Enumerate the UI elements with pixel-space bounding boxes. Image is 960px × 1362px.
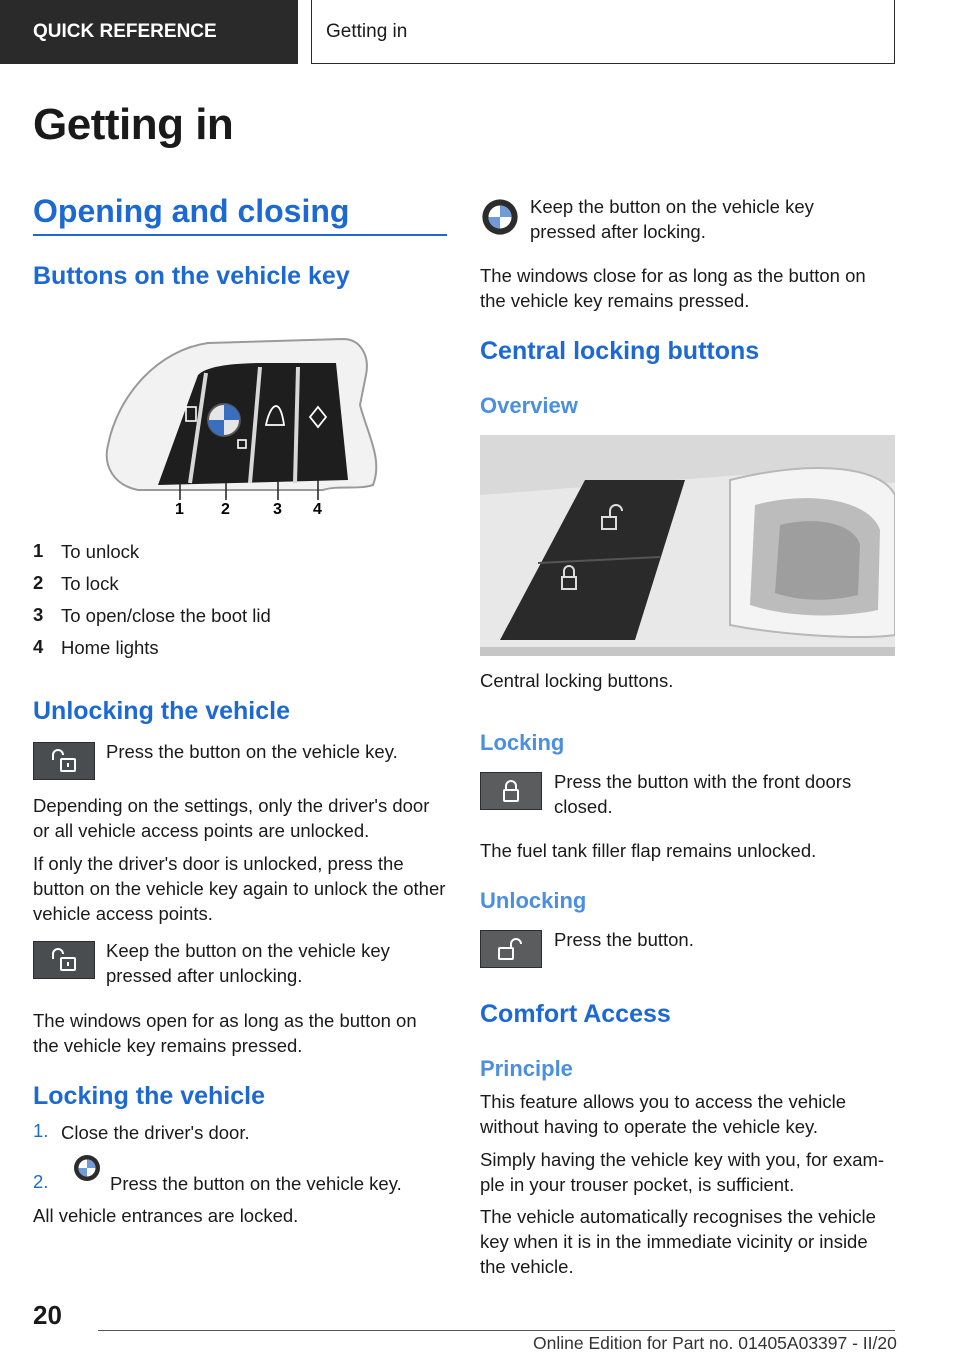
page-title: Getting in [33, 100, 234, 149]
heading-principle: Principle [480, 1056, 573, 1081]
locking-step-2: Press the button on the vehicle key. [110, 1173, 402, 1194]
legend-text-2: To lock [61, 573, 119, 594]
heading-rule [33, 234, 447, 236]
header-chapter: Getting in [311, 0, 895, 64]
footer-edition: Online Edition for Part no. 01405A03397 - II/20 [533, 1333, 897, 1353]
heading-unlocking: Unlocking [480, 888, 587, 913]
lock-button-icon [480, 772, 542, 810]
bmw-logo-icon [73, 1154, 101, 1182]
legend-num-2: 2 [33, 572, 44, 593]
unlocking-icon-text: Press the button on the vehicle key. [106, 741, 398, 762]
heading-locking: Locking [480, 730, 565, 755]
page-number: 20 [33, 1300, 62, 1330]
key-callout-4: 4 [313, 501, 322, 518]
locking-step-1: Close the driver's door. [61, 1122, 250, 1143]
heading-central-locking: Central locking buttons [480, 337, 760, 365]
key-callout-1: 1 [175, 501, 184, 518]
legend-text-1: To unlock [61, 541, 140, 562]
unlock-button-icon [33, 742, 95, 780]
comfort-paragraph-3: The vehicle automatically recognises the vehicle key when it is in the immediate vicinity or inside the vehicle. [480, 1206, 876, 1277]
comfort-paragraph-2: Simply having the vehicle key with you, for exam-ple in your trouser pocket, is sufficient. [480, 1149, 885, 1195]
unlocking-paragraph-3: The windows open for as long as the button on the vehicle key remains pressed. [33, 1010, 417, 1056]
unlock-central-button-icon [480, 930, 542, 968]
locking-step-1-num: 1. [33, 1120, 49, 1141]
vehicle-key-illustration [98, 335, 388, 520]
section-heading-opening: Opening and closing [33, 193, 350, 229]
key-callout-3: 3 [273, 501, 282, 518]
central-locking-photo [480, 435, 895, 656]
heading-key-buttons: Buttons on the vehicle key [33, 262, 350, 290]
legend-num-1: 1 [33, 540, 44, 561]
unlocking-icon-text-2: Keep the button on the vehicle key pressed after unlocking. [106, 940, 390, 986]
unlocking-paragraph-2: If only the driver's door is unlocked, press the button on the vehicle key again to unlock the other vehicle access points. [33, 853, 446, 924]
unlock-button-icon-2 [33, 941, 95, 979]
footer-rule [98, 1330, 895, 1331]
legend-text-3: To open/close the boot lid [61, 605, 271, 626]
locking-button-text: Press the button with the front doors closed. [554, 771, 852, 817]
heading-comfort-access: Comfort Access [480, 1000, 671, 1028]
fuel-flap-paragraph: The fuel tank filler flap remains unlocked. [480, 840, 817, 861]
heading-locking-vehicle: Locking the vehicle [33, 1082, 266, 1110]
heading-unlocking-vehicle: Unlocking the vehicle [33, 697, 291, 725]
legend-num-4: 4 [33, 636, 44, 657]
legend-text-4: Home lights [61, 637, 159, 658]
locking-paragraph-2: The windows close for as long as the button on the vehicle key remains pressed. [480, 265, 866, 311]
unlocking-button-text: Press the button. [554, 929, 694, 950]
key-callout-2: 2 [221, 501, 230, 518]
header-section: QUICK REFERENCE [0, 0, 298, 64]
locking-paragraph-1: All vehicle entrances are locked. [33, 1205, 299, 1226]
photo-caption: Central locking buttons. [480, 670, 674, 691]
legend-num-3: 3 [33, 604, 44, 625]
locking-icon-text: Keep the button on the vehicle key pressed after locking. [530, 196, 814, 242]
bmw-logo-icon-2 [481, 198, 519, 236]
comfort-paragraph-1: This feature allows you to access the vehicle without having to operate the vehicle key. [480, 1091, 847, 1137]
heading-overview: Overview [480, 393, 578, 418]
locking-step-2-num: 2. [33, 1171, 49, 1192]
unlocking-paragraph-1: Depending on the settings, only the driver's door or all vehicle access points are unlocked. [33, 795, 430, 841]
